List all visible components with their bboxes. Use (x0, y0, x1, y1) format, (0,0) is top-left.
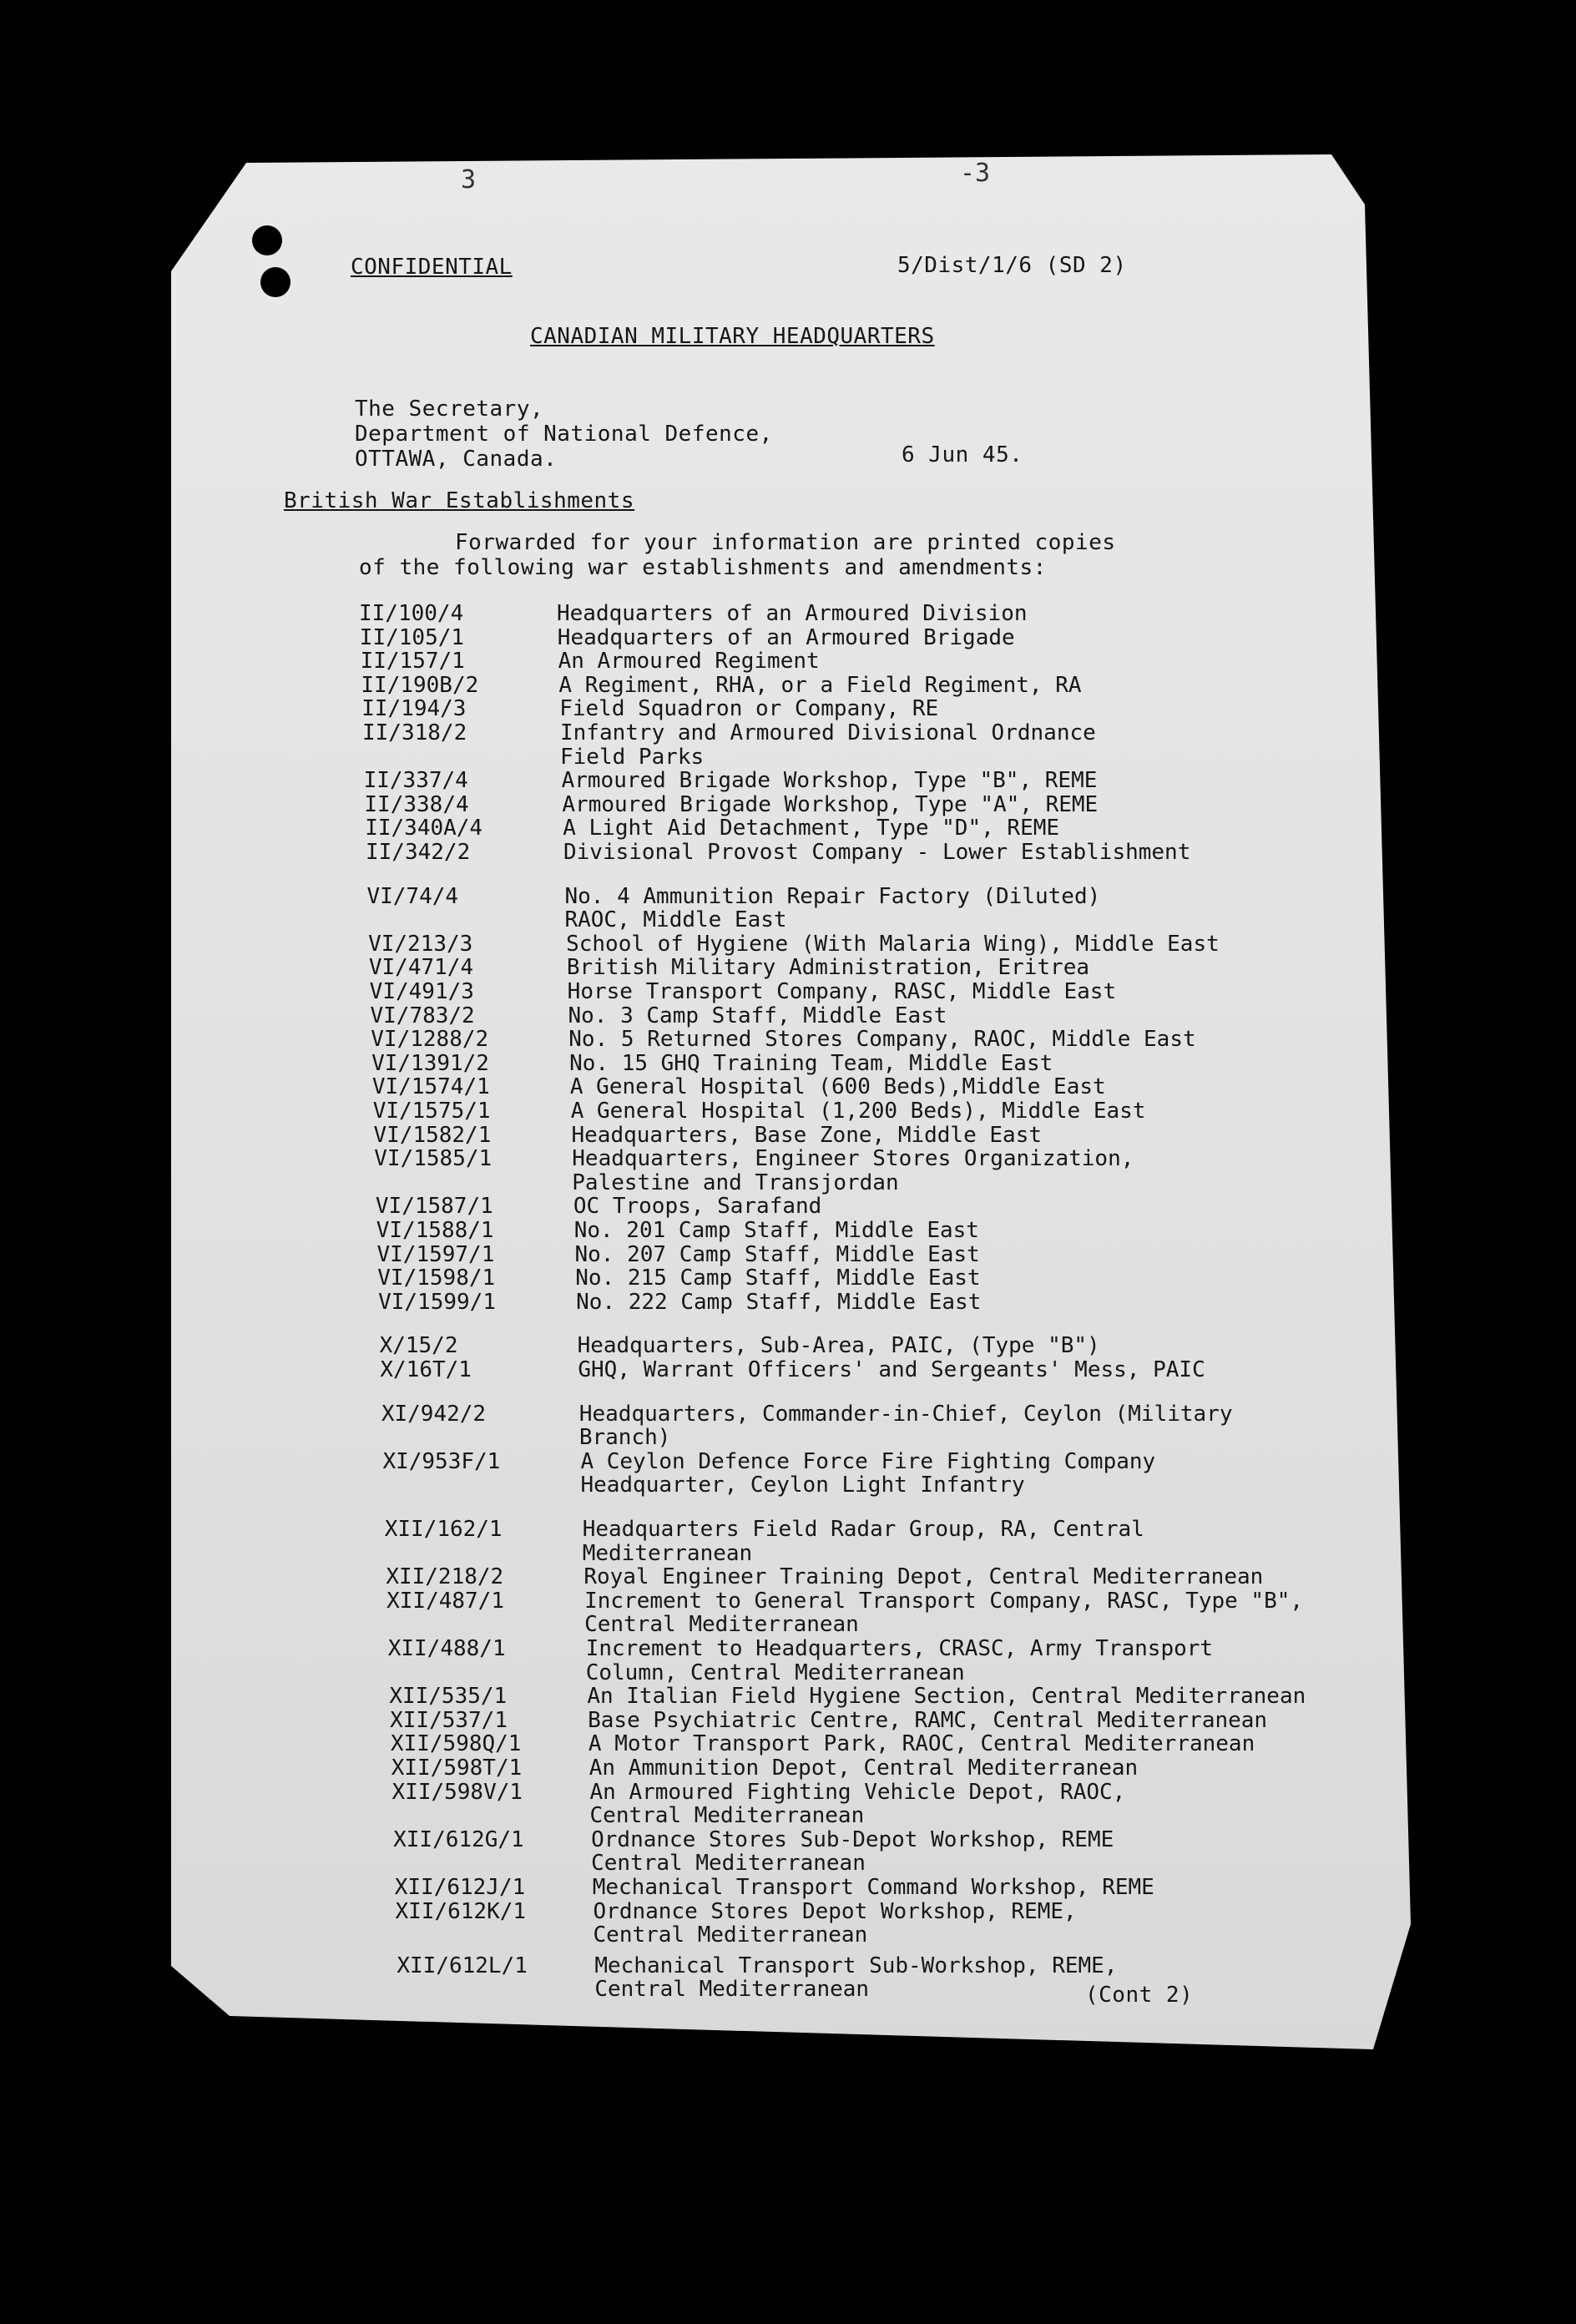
establishment-code: XII/612G/1 (393, 1826, 524, 1852)
establishment-description: Ordnance Stores Depot Workshop, REME, (593, 1898, 1077, 1924)
top-mark-right: -3 (960, 159, 991, 188)
establishment-code: VI/1585/1 (374, 1146, 492, 1172)
establishment-code: II/157/1 (360, 649, 465, 674)
establishment-code: II/194/3 (361, 696, 467, 722)
establishment-description: OC Troops, Sarafand (573, 1194, 822, 1220)
establishment-code: XII/488/1 (387, 1636, 506, 1661)
establishment-code: VI/471/4 (368, 955, 474, 981)
establishment-description: British Military Administration, Eritrea (566, 955, 1090, 981)
letter-date: 6 Jun 45. (902, 442, 1023, 467)
establishment-description: An Armoured Regiment (558, 649, 820, 674)
establishment-description: Infantry and Armoured Divisional Ordnance (560, 720, 1096, 745)
establishment-code: XII/535/1 (389, 1684, 508, 1710)
establishment-description: No. 3 Camp Staff, Middle East (568, 1003, 947, 1028)
establishment-description: Armoured Brigade Workshop, Type "B", REME (561, 768, 1098, 794)
establishment-description: Mediterranean (582, 1540, 753, 1566)
establishment-code: VI/1598/1 (377, 1266, 496, 1291)
establishment-description: Palestine and Transjordan (572, 1170, 899, 1195)
punch-hole-bottom (260, 267, 290, 297)
establishment-code: II/318/2 (362, 720, 467, 745)
establishment-code: XII/598T/1 (391, 1756, 523, 1781)
establishment-description: Headquarters of an Armoured Brigade (557, 624, 1015, 650)
addressee-line-1: The Secretary, (355, 397, 544, 422)
establishment-code: II/105/1 (359, 624, 465, 650)
establishment-description: Mechanical Transport Command Workshop, REME (592, 1875, 1154, 1900)
establishment-code: VI/1587/1 (375, 1194, 493, 1220)
establishment-description: Royal Engineer Training Depot, Central Mediterranean (583, 1564, 1264, 1590)
establishment-code: XII/612L/1 (397, 1953, 528, 1978)
establishment-description: Headquarters, Commander-in-Chief, Ceylon (Military (578, 1401, 1233, 1427)
establishment-description: Armoured Brigade Workshop, Type "A", REME (562, 791, 1099, 817)
establishment-code: II/337/4 (363, 768, 468, 794)
establishment-description: Mechanical Transport Sub-Workshop, REME, (594, 1953, 1118, 1978)
office-heading: CANADIAN MILITARY HEADQUARTERS (530, 324, 935, 349)
establishment-code: XII/162/1 (384, 1517, 503, 1542)
intro-line-2: of the following war establishments and amendments: (359, 555, 1047, 580)
establishment-description: Central Mediterranean (593, 1922, 868, 1948)
establishment-description: Central Mediterranean (594, 1977, 870, 2003)
establishment-description: A Motor Transport Park, RAOC, Central Mediterranean (588, 1731, 1255, 1757)
establishment-code: VI/1575/1 (372, 1099, 491, 1124)
subject-line: British War Establishments (284, 488, 634, 513)
establishment-code: XII/218/2 (386, 1564, 504, 1590)
establishment-description: School of Hygiene (With Malaria Wing), Middle East (566, 931, 1220, 957)
establishment-description: Central Mediterranean (591, 1851, 866, 1877)
establishment-description: No. 215 Camp Staff, Middle East (575, 1266, 981, 1291)
establishment-code: XII/537/1 (390, 1707, 508, 1733)
establishment-description: No. 15 GHQ Training Team, Middle East (569, 1050, 1053, 1076)
establishment-description: Central Mediterranean (589, 1803, 865, 1829)
establishment-description: GHQ, Warrant Officers' and Sergeants' Mess, PAIC (578, 1357, 1205, 1382)
establishment-description: A Ceylon Defence Force Fire Fighting Company (580, 1448, 1156, 1474)
establishment-code: VI/1288/2 (371, 1027, 489, 1053)
establishment-description: No. 222 Camp Staff, Middle East (576, 1289, 982, 1315)
establishment-description: A General Hospital (1,200 Beds), Middle East (570, 1099, 1146, 1124)
establishment-description: No. 4 Ammunition Repair Factory (Diluted) (564, 883, 1101, 909)
establishment-description: Central Mediterranean (584, 1612, 859, 1638)
establishment-code: II/190B/2 (361, 672, 479, 698)
establishment-description: No. 207 Camp Staff, Middle East (574, 1241, 980, 1267)
establishment-code: VI/783/2 (370, 1003, 475, 1028)
establishment-code: VI/1391/2 (371, 1050, 489, 1076)
establishment-code: VI/74/4 (366, 883, 459, 909)
top-mark-left: 3 (461, 165, 477, 195)
establishment-code: XII/598V/1 (391, 1779, 523, 1805)
establishment-description: Ordnance Stores Sub-Depot Workshop, REME (591, 1826, 1114, 1852)
classification: CONFIDENTIAL (351, 255, 513, 280)
establishment-code: X/16T/1 (380, 1357, 472, 1382)
establishment-code: II/340A/4 (365, 816, 483, 841)
establishment-description: An Ammunition Depot, Central Mediterranean (588, 1756, 1139, 1781)
establishment-description: Divisional Provost Company - Lower Establishment (563, 840, 1191, 865)
establishment-code: VI/1582/1 (373, 1122, 492, 1148)
punch-hole-top (252, 225, 282, 255)
establishment-code: XI/953F/1 (382, 1448, 501, 1474)
continuation-note: (Cont 2) (1085, 1983, 1194, 2008)
addressee-line-3: OTTAWA, Canada. (355, 447, 558, 472)
establishment-code: X/15/2 (379, 1333, 458, 1359)
establishment-code: II/342/2 (366, 840, 471, 865)
establishment-code: VI/491/3 (369, 979, 474, 1004)
establishment-description: Headquarters, Sub-Area, PAIC, (Type "B") (577, 1333, 1100, 1359)
establishment-code: II/338/4 (364, 791, 469, 817)
establishment-description: Increment to Headquarters, CRASC, Army Transport (585, 1636, 1214, 1661)
establishment-description: Headquarters, Engineer Stores Organization, (572, 1146, 1134, 1172)
establishment-code: VI/1588/1 (376, 1218, 494, 1243)
establishment-description: An Italian Field Hygiene Section, Central Mediterranean (587, 1684, 1306, 1710)
establishment-description: No. 5 Returned Stores Company, RAOC, Middle East (568, 1027, 1196, 1053)
establishment-description: Headquarters Field Radar Group, RA, Central (582, 1517, 1144, 1542)
establishment-description: Field Squadron or Company, RE (559, 696, 939, 722)
establishment-description: Headquarters of an Armoured Division (557, 601, 1028, 626)
establishment-description: Headquarters, Base Zone, Middle East (571, 1122, 1043, 1148)
establishment-description: A General Hospital (600 Beds),Middle East (569, 1074, 1106, 1100)
addressee-line-2: Department of National Defence, (355, 422, 773, 447)
establishment-code: XII/612J/1 (394, 1875, 526, 1900)
establishment-description: A Light Aid Detachment, Type "D", REME (563, 816, 1060, 841)
intro-line-1: Forwarded for your information are printed copies (455, 530, 1116, 555)
establishment-code: XII/487/1 (386, 1588, 504, 1614)
establishment-description: Field Parks (560, 744, 705, 770)
establishment-description: Base Psychiatric Centre, RAMC, Central Mediterranean (588, 1707, 1268, 1733)
establishment-description: A Regiment, RHA, or a Field Regiment, RA (558, 672, 1082, 698)
establishment-description: RAOC, Middle East (564, 907, 787, 933)
establishment-description: An Armoured Fighting Vehicle Depot, RAOC, (589, 1779, 1126, 1805)
reference-number: 5/Dist/1/6 (SD 2) (897, 253, 1127, 278)
establishment-code: II/100/4 (359, 601, 464, 626)
establishment-code: XI/942/2 (381, 1401, 487, 1427)
establishment-description: No. 201 Camp Staff, Middle East (573, 1218, 979, 1243)
establishment-description: Branch) (578, 1425, 671, 1451)
establishment-description: Headquarter, Ceylon Light Infantry (580, 1473, 1025, 1498)
establishment-description: Increment to General Transport Company, RASC, Type "B", (584, 1588, 1304, 1614)
establishment-code: XII/612K/1 (395, 1898, 527, 1924)
establishment-code: XII/598Q/1 (390, 1731, 522, 1757)
establishment-code: VI/1597/1 (376, 1241, 495, 1267)
establishment-description: Column, Central Mediterranean (585, 1660, 965, 1685)
establishment-code: VI/213/3 (368, 931, 473, 957)
establishment-description: Horse Transport Company, RASC, Middle East (567, 979, 1117, 1004)
establishment-code: VI/1574/1 (371, 1074, 490, 1100)
establishment-code: VI/1599/1 (378, 1289, 496, 1315)
